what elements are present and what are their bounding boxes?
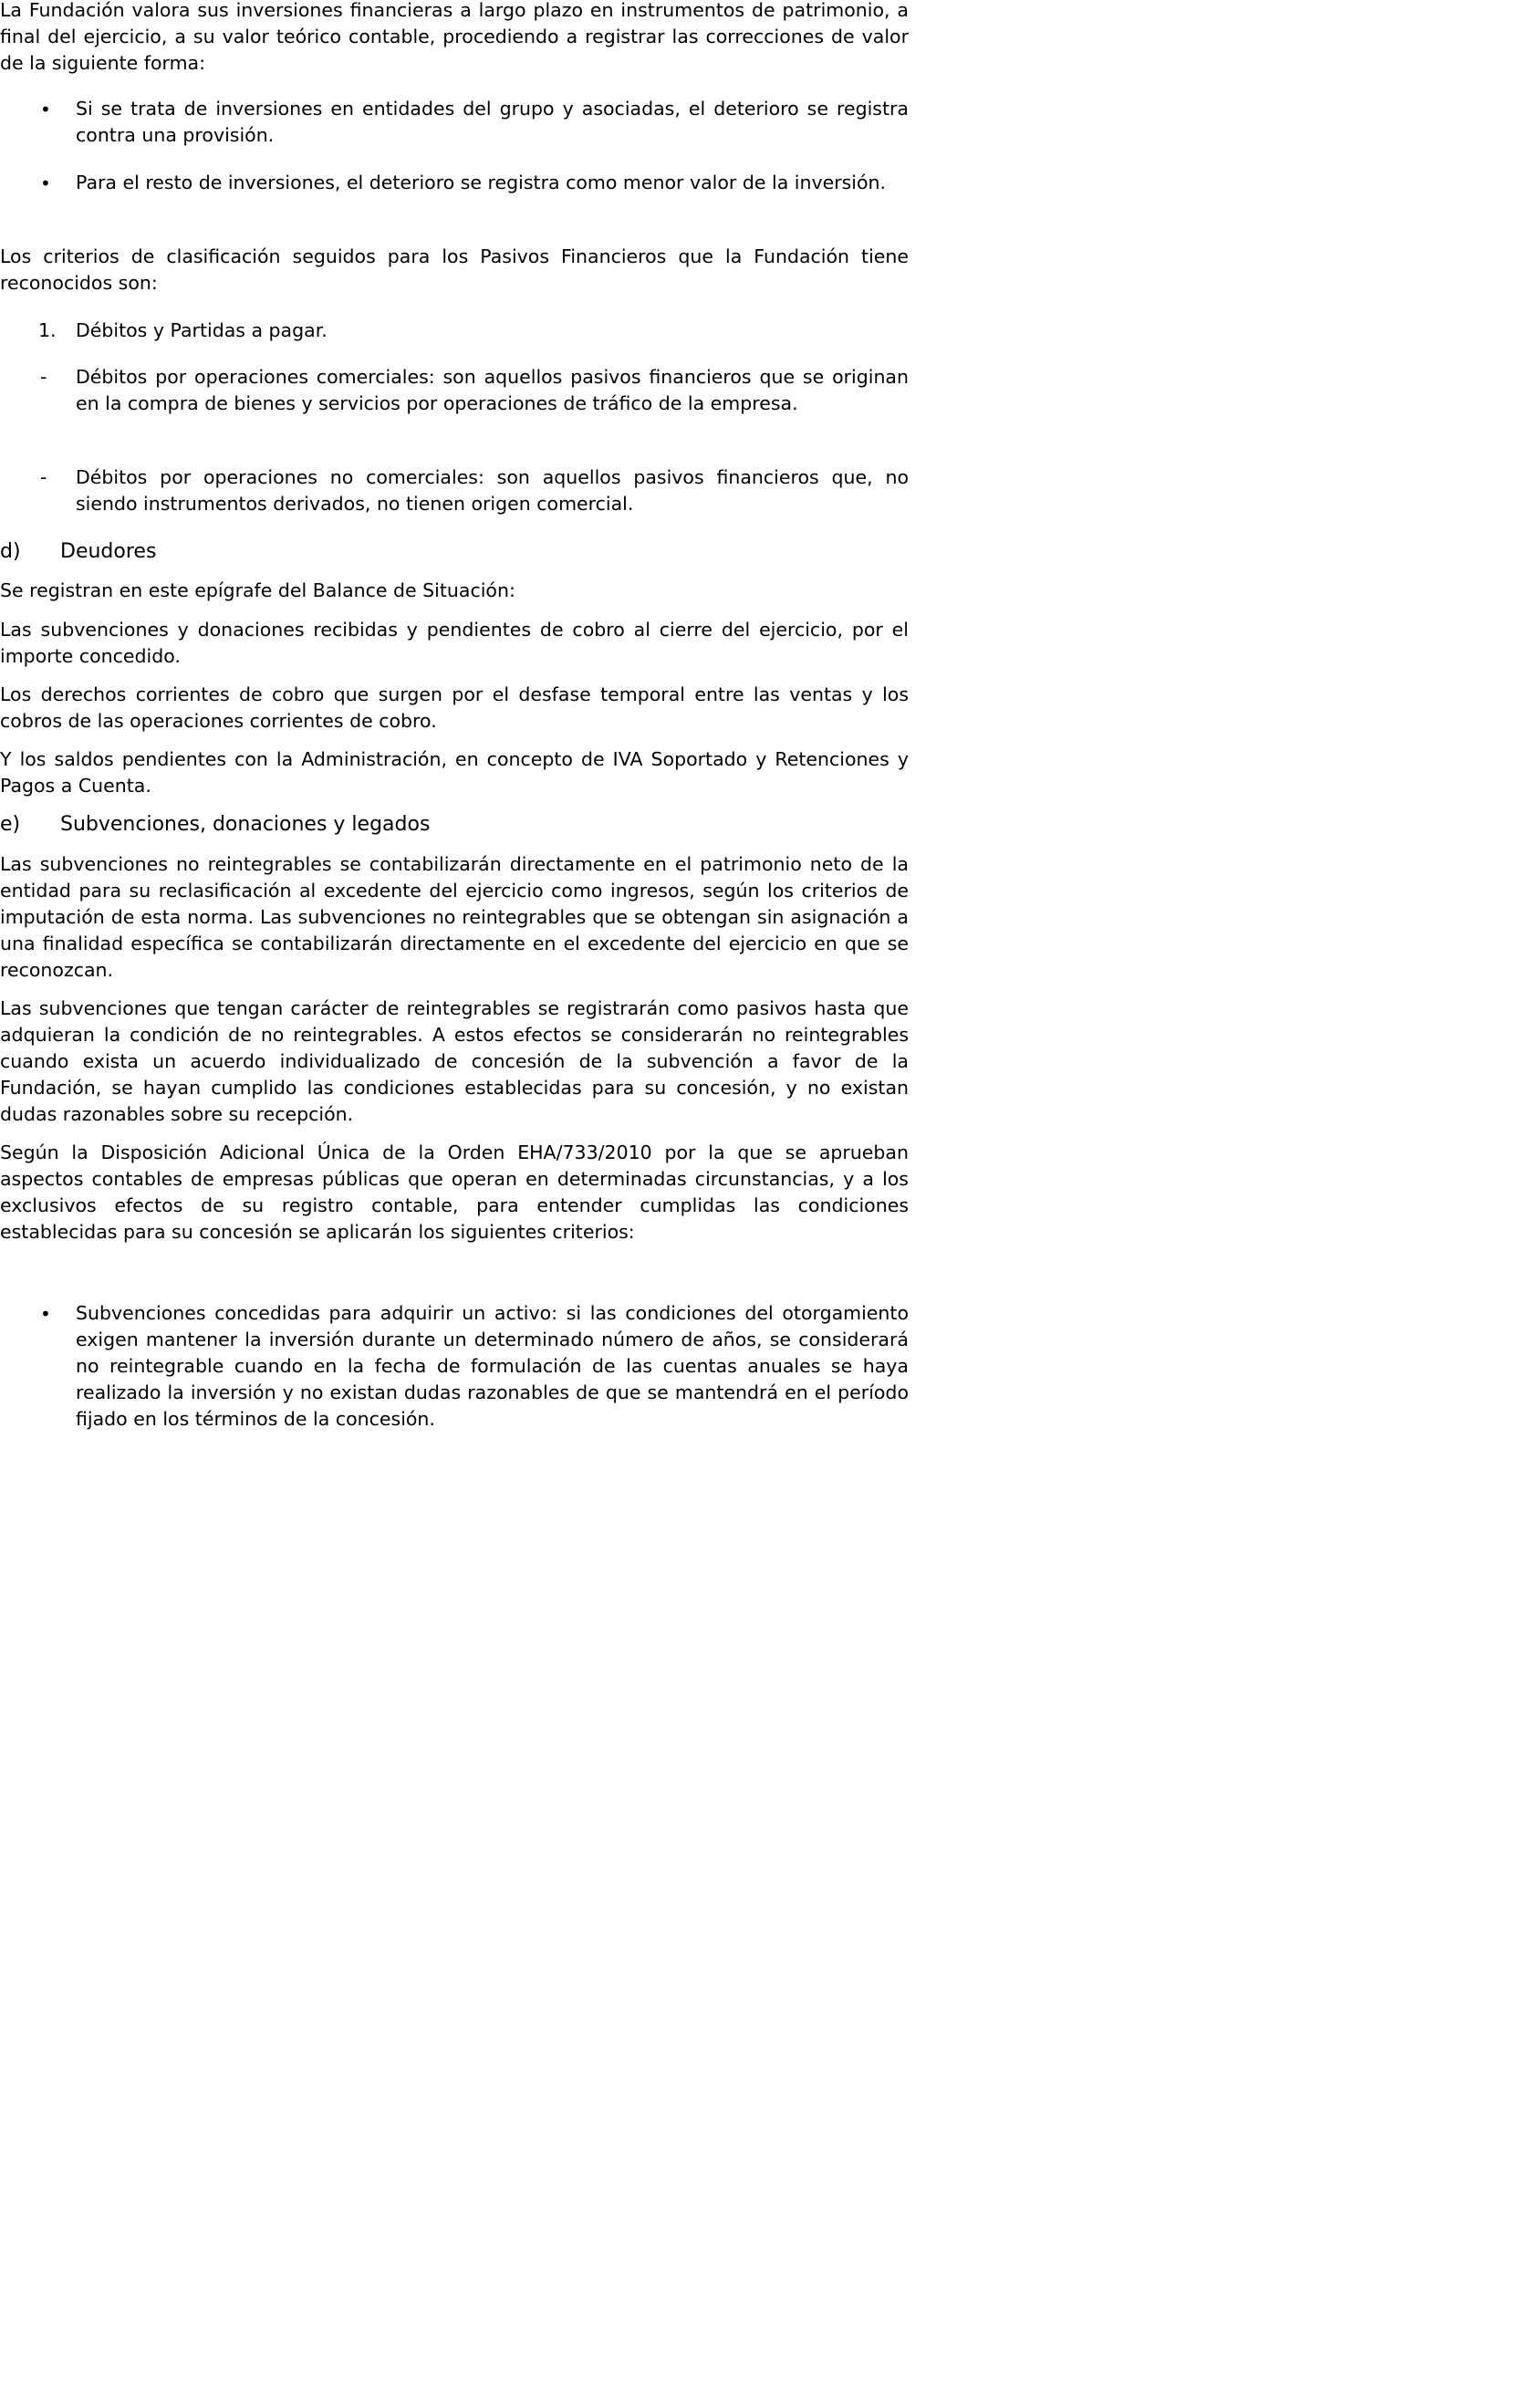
bullet-item: Subvenciones concedidas para adquirir un activo: si las condiciones del otorgamiento exigen mantener la inversión durante un determinado número de años, se considerará no reintegrable cuando en la fecha de formulación de las cuentas anuales se haya realizado la inversión y no existan dudas razonables de que se mantendrá en el período fijado en los términos de la concesión. bbox=[76, 1302, 909, 1430]
numbered-item: Débitos y Partidas a pagar. bbox=[76, 319, 328, 341]
deudores-paragraph: Y los saldos pendientes con la Administración, en concepto de IVA Soportado y Retenciones y Pagos a Cuenta. bbox=[0, 748, 909, 797]
deudores-paragraph: Las subvenciones y donaciones recibidas y pendientes de cobro al cierre del ejercicio, por el importe concedido. bbox=[0, 619, 909, 667]
section-title: Subvenciones, donaciones y legados bbox=[60, 813, 431, 836]
bullet-icon: • bbox=[40, 99, 51, 120]
deudores-paragraph: Los derechos corrientes de cobro que surgen por el desfase temporal entre las ventas y los cobros de las operaciones corrientes de cobro. bbox=[0, 683, 909, 732]
subvenciones-paragraph: Las subvenciones que tengan carácter de reintegrables se registrarán como pasivos hasta que adquieran la condición de no reintegrables. A estos efectos se considerarán no reintegrables cuando exista un acuerdo individualizado de concesión de la subvención a favor de la Fundación, se hayan cumplido las condiciones establecidas para su concesión, y no existan dudas razonables sobre su recepción. bbox=[0, 997, 909, 1125]
section-heading-deudores bbox=[0, 538, 909, 568]
list-number: 1. bbox=[38, 319, 57, 341]
subvenciones-paragraph: Según la Disposición Adicional Única de la Orden EHA/733/2010 por la que se aprueban aspectos contables de empresas públicas que operan en determinadas circunstancias, y a los exclusivos efectos de su registro contable, para entender cumplidas las condiciones establecidas para su concesión se aplicarán los siguientes criterios: bbox=[0, 1141, 909, 1243]
section-letter: e) bbox=[0, 813, 21, 836]
intro-paragraph: La Fundación valora sus inversiones financieras a largo plazo en instrumentos de patrimonio, a final del ejercicio, a su valor teórico contable, procediendo a registrar las correcciones de valor de la siguiente forma: bbox=[0, 0, 909, 74]
section-heading-subvenciones bbox=[0, 811, 909, 840]
dash-item: Débitos por operaciones no comerciales: son aquellos pasivos financieros que, no siendo instrumentos derivados, no tienen origen comercial. bbox=[76, 466, 909, 515]
bullet-icon: • bbox=[40, 172, 51, 194]
subvenciones-paragraph: Las subvenciones no reintegrables se contabilizarán directamente en el patrimonio neto de la entidad para su reclasificación al excedente del ejercicio como ingresos, según los criterios de imputación de esta norma. Las subvenciones no reintegrables que se obtengan sin asignación a una finalidad específica se contabilizarán directamente en el excedente del ejercicio en que se reconozcan. bbox=[0, 853, 909, 981]
bullet-item: Si se trata de inversiones en entidades del grupo y asociadas, el deterioro se registra contra una provisión. bbox=[76, 98, 909, 146]
dash-item: Débitos por operaciones comerciales: son aquellos pasivos financieros que se originan en la compra de bienes y servicios por operaciones de tráfico de la empresa. bbox=[76, 366, 909, 414]
bullet-icon: • bbox=[40, 1303, 51, 1325]
deudores-paragraph: Se registran en este epígrafe del Balance de Situación: bbox=[0, 579, 515, 601]
dash-marker: - bbox=[40, 466, 47, 488]
dash-marker: - bbox=[40, 366, 47, 388]
section-title: Deudores bbox=[60, 540, 157, 563]
bullet-item: Para el resto de inversiones, el deterioro se registra como menor valor de la inversión. bbox=[76, 172, 887, 193]
pasivos-paragraph: Los criterios de clasificación seguidos para los Pasivos Financieros que la Fundación tiene reconocidos son: bbox=[0, 245, 909, 294]
document-page bbox=[0, 0, 912, 1431]
section-letter: d) bbox=[0, 540, 21, 563]
